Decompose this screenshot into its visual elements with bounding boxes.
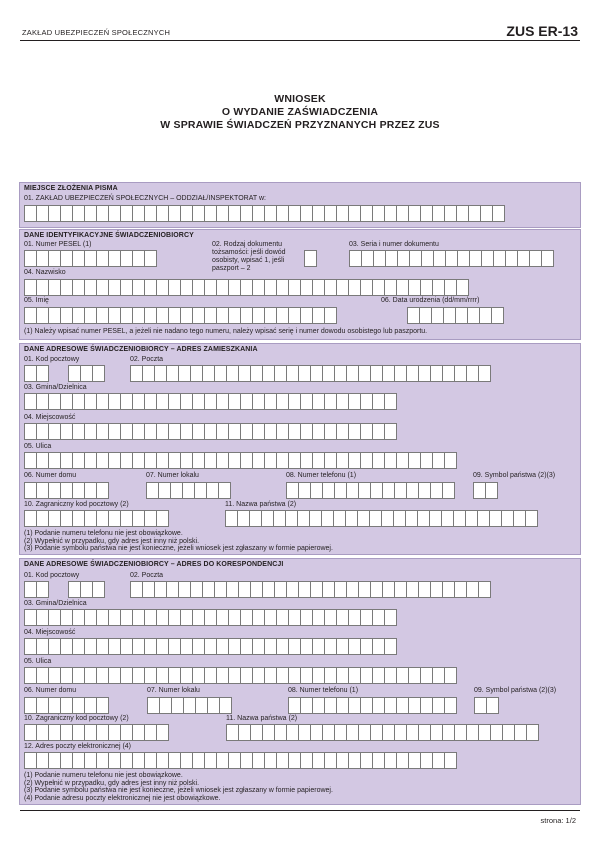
label-apartment-number: 07. Numer lokalu (146, 472, 199, 479)
input-corr-postal-code-part2[interactable] (68, 581, 105, 598)
label-surname: 04. Nazwisko (24, 269, 66, 276)
input-cell[interactable] (219, 697, 232, 714)
input-cell[interactable] (96, 482, 109, 499)
input-locality[interactable] (24, 423, 397, 440)
input-postal-code-part2[interactable] (68, 365, 105, 382)
form-code: ZUS ER-13 (506, 23, 578, 39)
input-cell[interactable] (156, 724, 169, 741)
input-municipality[interactable] (24, 393, 397, 410)
input-cell[interactable] (304, 250, 317, 267)
input-country-name[interactable] (225, 510, 538, 527)
input-cell[interactable] (485, 482, 498, 499)
input-corr-foreign-postal-code[interactable] (24, 724, 169, 741)
input-email[interactable] (24, 752, 457, 769)
input-corr-phone-number[interactable] (288, 697, 457, 714)
input-cell[interactable] (384, 423, 397, 440)
input-cell[interactable] (444, 667, 457, 684)
label-country-symbol: 09. Symbol państwa (2)(3) (473, 472, 556, 479)
input-post-office[interactable] (130, 365, 491, 382)
label-country-name: 11. Nazwa państwa (2) (225, 501, 297, 508)
input-corr-house-number[interactable] (24, 697, 109, 714)
input-cell[interactable] (478, 581, 491, 598)
input-postal-code-part1[interactable] (24, 365, 49, 382)
input-street[interactable] (24, 452, 457, 469)
input-corr-locality[interactable] (24, 638, 397, 655)
input-cell[interactable] (218, 482, 231, 499)
footer-divider (20, 810, 580, 811)
form-title-line-1: WNIOSEK (274, 93, 326, 105)
label-locality: 04. Miejscowość (24, 414, 76, 421)
residence-note-2: (2) Wypełnić w przypadku, gdy adres jest inny niż polski. (24, 537, 200, 545)
page-number: strona: 1/2 (540, 816, 576, 825)
input-cell[interactable] (324, 307, 337, 324)
residence-note-1: (1) Podanie numeru telefonu nie jest obowiązkowe. (24, 530, 183, 537)
input-corr-apartment-number[interactable] (147, 697, 232, 714)
label-corr-phone-number: 08. Numer telefonu (1) (288, 687, 359, 694)
input-cell[interactable] (442, 482, 455, 499)
label-corr-post-office: 02. Poczta (130, 572, 164, 579)
input-cell[interactable] (444, 752, 457, 769)
input-document-type[interactable] (304, 250, 317, 267)
input-corr-postal-code-part1[interactable] (24, 581, 49, 598)
correspondence-note-1: (1) Podanie numeru telefonu nie jest obowiązkowe. (24, 772, 183, 779)
input-cell[interactable] (526, 724, 539, 741)
label-corr-foreign-postal-code: 10. Zagraniczny kod pocztowy (2) (24, 715, 129, 722)
label-zus-branch: 01. ZAKŁAD UBEZPIECZEŃ SPOŁECZNYCH – ODDZIAŁ/INSPEKTORAT w: (24, 195, 266, 202)
input-cell[interactable] (92, 581, 105, 598)
section-identity (19, 229, 581, 340)
input-cell[interactable] (478, 365, 491, 382)
label-corr-house-number: 06. Numer domu (24, 687, 77, 694)
label-corr-locality: 04. Miejscowość (24, 629, 76, 636)
header-divider (20, 40, 580, 41)
input-corr-country-symbol[interactable] (474, 697, 499, 714)
input-cell[interactable] (156, 510, 169, 527)
label-document-number: 03. Seria i numer dokumentu (349, 241, 439, 248)
correspondence-note-4: (4) Podanie adresu poczty elektronicznej nie jest obowiązkowe. (24, 795, 221, 803)
input-surname[interactable] (24, 279, 469, 296)
form-title (0, 93, 600, 132)
label-corr-postal-code: 01. Kod pocztowy (24, 572, 80, 579)
label-email: 12. Adres poczty elektronicznej (4) (24, 743, 131, 750)
input-cell[interactable] (444, 697, 457, 714)
label-birth-date: 06. Data urodzenia (dd/mm/rrrr) (381, 297, 480, 304)
input-birth-date[interactable] (407, 307, 504, 324)
input-cell[interactable] (144, 250, 157, 267)
input-cell[interactable] (36, 365, 49, 382)
input-cell[interactable] (492, 205, 505, 222)
input-cell[interactable] (36, 581, 49, 598)
input-cell[interactable] (384, 393, 397, 410)
label-corr-municipality: 03. Gmina/Dzielnica (24, 600, 87, 607)
section-residence-address (19, 343, 581, 555)
input-document-number[interactable] (349, 250, 554, 267)
label-postal-code: 01. Kod pocztowy (24, 356, 80, 363)
label-corr-apartment-number: 07. Numer lokalu (147, 687, 200, 694)
correspondence-note-3: (3) Podanie symbolu państwa nie jest konieczne, jeżeli wniosek jest zgłaszany w formie papierowej. (24, 787, 333, 795)
form-title-line-2: O WYDANIE ZAŚWIADCZENIA (221, 106, 379, 118)
input-apartment-number[interactable] (146, 482, 231, 499)
input-corr-street[interactable] (24, 667, 457, 684)
label-post-office: 02. Poczta (130, 356, 164, 363)
input-country-symbol[interactable] (473, 482, 498, 499)
identity-note: (1) Należy wpisać numer PESEL, a jeżeli nie nadano tego numeru, należy wpisać serię i numer dowodu osobistego lub paszportu. (24, 328, 428, 335)
input-first-name[interactable] (24, 307, 337, 324)
label-corr-street: 05. Ulica (24, 658, 52, 665)
input-corr-municipality[interactable] (24, 609, 397, 626)
input-cell[interactable] (92, 365, 105, 382)
input-cell[interactable] (384, 609, 397, 626)
label-phone-number: 08. Numer telefonu (1) (286, 472, 357, 479)
section-residence-title: DANE ADRESOWE ŚWIADCZENIOBIORCY – ADRES ZAMIESZKANIA (24, 346, 258, 353)
section-identity-title: DANE IDENTYFIKACYJNE ŚWIADCZENIOBIORCY (24, 232, 194, 239)
input-phone-number[interactable] (286, 482, 455, 499)
input-cell[interactable] (96, 697, 109, 714)
label-corr-country-name: 11. Nazwa państwa (2) (226, 715, 298, 722)
label-foreign-postal-code: 10. Zagraniczny kod pocztowy (2) (24, 501, 129, 508)
label-street: 05. Ulica (24, 443, 52, 450)
section-correspondence-title: DANE ADRESOWE ŚWIADCZENIOBIORCY – ADRES DO KORESPONDENCJI (24, 561, 284, 568)
input-house-number[interactable] (24, 482, 109, 499)
input-cell[interactable] (541, 250, 554, 267)
input-foreign-postal-code[interactable] (24, 510, 169, 527)
organization-name: ZAKŁAD UBEZPIECZEŃ SPOŁECZNYCH (22, 28, 171, 37)
correspondence-note-2: (2) Wypełnić w przypadku, gdy adres jest inny niż polski. (24, 779, 200, 787)
label-house-number: 06. Numer domu (24, 472, 77, 479)
section-place-title: MIEJSCE ZŁOŻENIA PISMA (24, 185, 118, 192)
input-cell[interactable] (456, 279, 469, 296)
input-cell[interactable] (525, 510, 538, 527)
input-cell[interactable] (486, 697, 499, 714)
input-corr-country-name[interactable] (226, 724, 539, 741)
input-cell[interactable] (384, 638, 397, 655)
label-municipality: 03. Gmina/Dzielnica (24, 384, 87, 391)
section-place (19, 182, 581, 228)
label-pesel: 01. Numer PESEL (1) (24, 241, 92, 248)
input-cell[interactable] (444, 452, 457, 469)
label-first-name: 05. Imię (24, 297, 49, 304)
label-document-type: 02. Rodzaj dokumentu tożsamości: jeśli dowód osobisty, wpisać 1, jeśli paszport – 2 (212, 241, 286, 272)
input-zus-branch[interactable] (24, 205, 505, 222)
input-pesel[interactable] (24, 250, 157, 267)
section-correspondence-address (19, 558, 581, 805)
input-corr-post-office[interactable] (130, 581, 491, 598)
label-corr-country-symbol: 09. Symbol państwa (2)(3) (474, 687, 557, 694)
residence-note-3: (3) Podanie symbolu państwa nie jest konieczne, jeżeli wniosek jest zgłaszany w formie papierowej. (24, 545, 333, 553)
input-cell[interactable] (491, 307, 504, 324)
form-title-line-3: W SPRAWIE ŚWIADCZEŃ PRZYZNANYCH PRZEZ ZUS (160, 119, 440, 131)
